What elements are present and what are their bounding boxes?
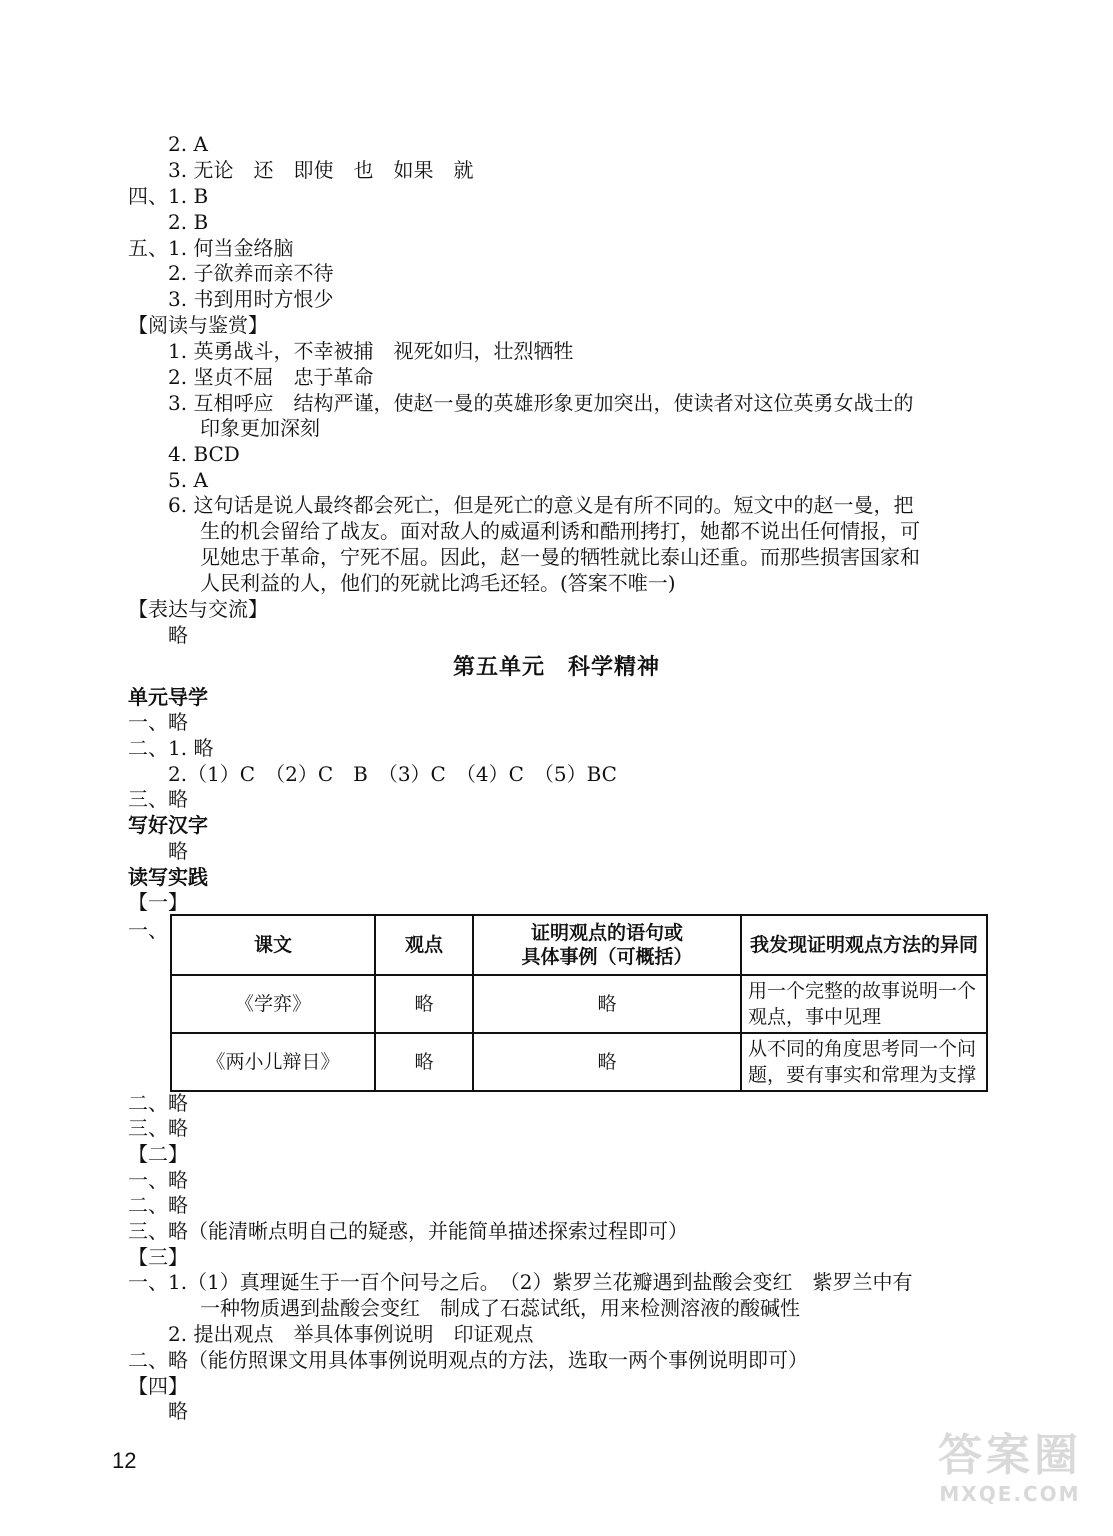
answer-line: 四、1. B xyxy=(128,184,209,208)
table-cell: 《学弈》 xyxy=(171,975,375,1033)
watermark-url: MXQE.COM xyxy=(939,1482,1081,1506)
table-cell xyxy=(741,1033,987,1091)
table-header: 我发现证明观点方法的异同 xyxy=(741,915,987,975)
cell-line: 题，要有事实和常理为支撑 xyxy=(748,1064,977,1086)
answer-line: 2.（1）C （2）C B （3）C （4）C （5）BC xyxy=(168,762,617,786)
table-header-line: 具体事例（可概括） xyxy=(521,946,693,968)
answer-line: 略 xyxy=(168,1399,188,1423)
subsection-heading: 【一】 xyxy=(128,890,188,914)
table-header xyxy=(473,915,741,975)
answer-line: 一、1.（1）真理诞生于一百个问号之后。 （2）紫罗兰花瓣遇到盐酸会变红 紫罗兰中有 xyxy=(128,1270,913,1294)
table-cell xyxy=(741,975,987,1033)
table-cell: 《两小儿辩日》 xyxy=(171,1033,375,1091)
cell-line: 观点，事中见理 xyxy=(748,1006,882,1028)
watermark-title: 答案圈 xyxy=(938,1430,1082,1481)
section-heading: 【阅读与鉴赏】 xyxy=(128,313,268,337)
answer-line: 3. 互相呼应 结构严谨，使赵一曼的英雄形象更加突出，使读者对这位英勇女战士的 xyxy=(168,391,914,415)
answer-line: 2. 坚贞不屈 忠于革命 xyxy=(168,365,374,389)
table-cell: 略 xyxy=(473,1033,741,1091)
answer-line: 五、1. 何当金络脑 xyxy=(128,236,294,260)
answer-line: 一种物质遇到盐酸会变红 制成了石蕊试纸，用来检测溶液的酸碱性 xyxy=(200,1296,800,1320)
table-header: 课文 xyxy=(171,915,375,975)
section-heading: 写好汉字 xyxy=(128,813,208,837)
answer-line: 略 xyxy=(168,839,188,863)
table-cell: 略 xyxy=(375,975,473,1033)
answer-line: 三、略（能清晰点明自己的疑惑，并能简单描述探索过程即可） xyxy=(128,1219,688,1243)
answer-line: 一、 xyxy=(128,918,168,942)
table-header-line: 证明观点的语句或 xyxy=(530,922,683,944)
cell-line: 用一个完整的故事说明一个 xyxy=(748,980,977,1002)
answer-line: 二、略 xyxy=(128,1193,188,1217)
watermark-logo xyxy=(921,1430,1099,1518)
answer-line: 人民利益的人，他们的死就比鸿毛还轻。(答案不唯一) xyxy=(200,571,676,595)
subsection-heading: 【四】 xyxy=(128,1374,188,1398)
cell-line: 从不同的角度思考同一个问 xyxy=(748,1038,977,1060)
answer-line: 二、略（能仿照课文用具体事例说明观点的方法，选取一两个事例说明即可） xyxy=(128,1348,808,1372)
answer-line: 2. 子欲养而亲不待 xyxy=(168,261,334,285)
table-cell: 略 xyxy=(473,975,741,1033)
answer-line: 二、略 xyxy=(128,1091,188,1115)
answer-line: 印象更加深刻 xyxy=(200,416,320,440)
table-header-row xyxy=(171,915,987,975)
answer-line: 三、略 xyxy=(128,1116,188,1140)
answer-line: 三、略 xyxy=(128,787,188,811)
answer-line: 2. B xyxy=(168,210,209,234)
table-cell: 略 xyxy=(375,1033,473,1091)
unit-title: 第五单元 科学精神 xyxy=(452,655,660,680)
answer-line: 一、略 xyxy=(128,1168,188,1192)
page-number: 12 xyxy=(112,1448,137,1473)
subsection-heading: 【三】 xyxy=(128,1245,188,1269)
section-heading: 【表达与交流】 xyxy=(128,597,268,621)
answer-line: 2. 提出观点 举具体事例说明 印证观点 xyxy=(168,1322,534,1346)
answer-line: 3. 书到用时方恨少 xyxy=(168,287,334,311)
answer-line: 生的机会留给了战友。面对敌人的威逼利诱和酷刑拷打，她都不说出任何情报，可 xyxy=(200,519,920,543)
section-heading: 读写实践 xyxy=(128,865,208,889)
answer-line: 6. 这句话是说人最终都会死亡，但是死亡的意义是有所不同的。短文中的赵一曼，把 xyxy=(168,493,914,517)
answer-line: 4. BCD xyxy=(168,442,240,466)
answer-line: 二、1. 略 xyxy=(128,736,214,760)
answer-line: 3. 无论 还 即使 也 如果 就 xyxy=(168,158,474,182)
table-header: 观点 xyxy=(375,915,473,975)
answer-line: 1. 英勇战斗，不幸被捕 视死如归，壮烈牺牲 xyxy=(168,339,574,363)
answer-line: 2. A xyxy=(168,132,208,156)
answer-line: 略 xyxy=(168,623,188,647)
table-row xyxy=(171,1033,987,1091)
answer-line: 一、略 xyxy=(128,710,188,734)
subsection-heading: 【二】 xyxy=(128,1142,188,1166)
answer-line: 5. A xyxy=(168,468,208,492)
answer-table xyxy=(170,914,988,1092)
section-heading: 单元导学 xyxy=(128,685,208,709)
answer-line: 见她忠于革命，宁死不屈。因此，赵一曼的牺牲就比泰山还重。而那些损害国家和 xyxy=(200,545,920,569)
table-row xyxy=(171,975,987,1033)
